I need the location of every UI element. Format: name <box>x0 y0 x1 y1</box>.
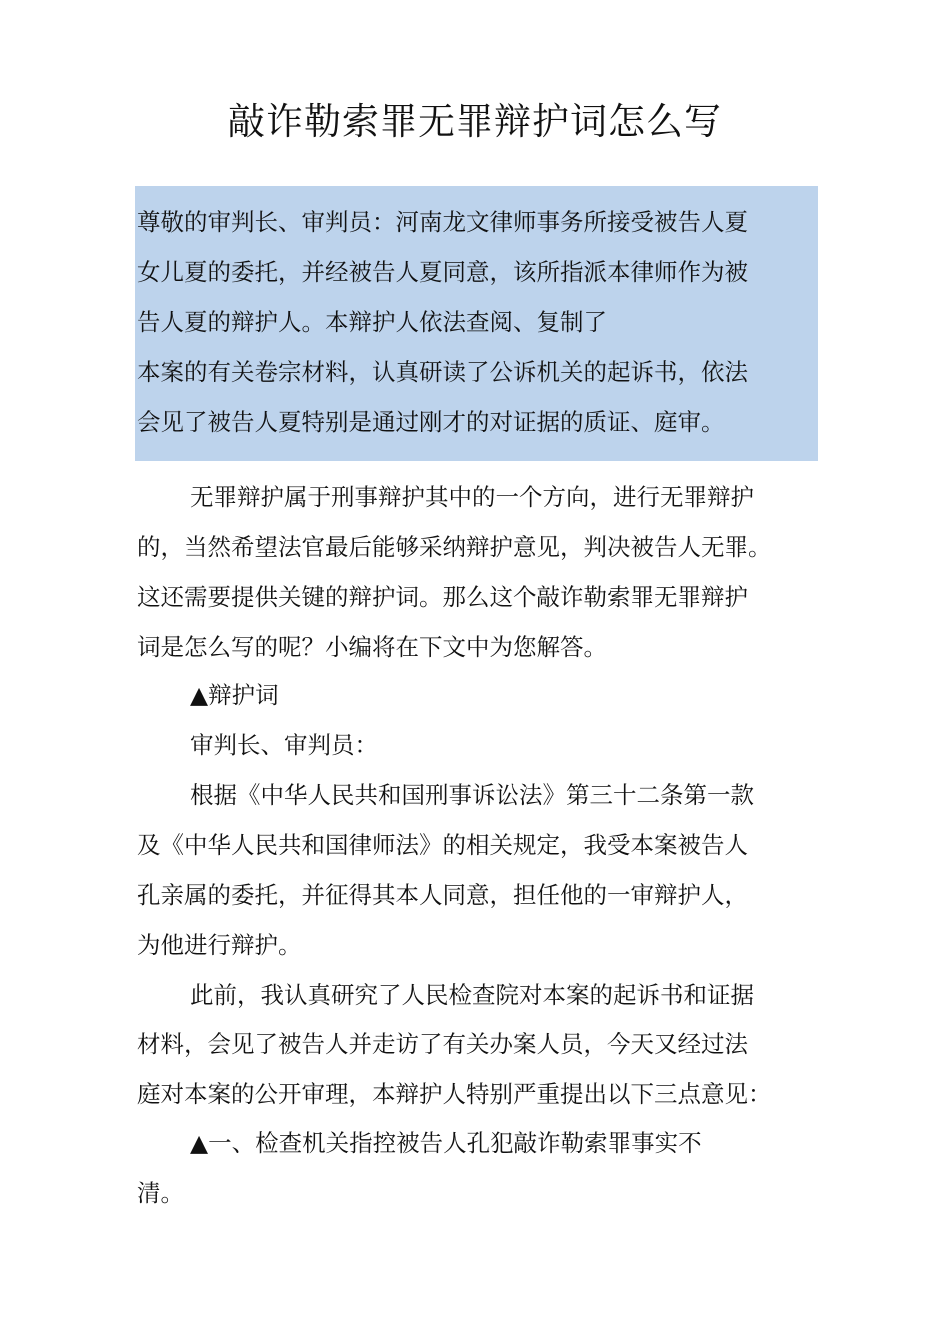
highlight-line: 告人夏的辩护人。本辩护人依法查阅、复制了 <box>137 308 607 336</box>
paragraph-line: 及《中华人民共和国律师法》的相关规定，我受本案被告人 <box>137 831 748 859</box>
highlight-line: 本案的有关卷宗材料，认真研读了公诉机关的起诉书，依法 <box>137 358 748 386</box>
paragraph-line: 词是怎么写的呢？小编将在下文中为您解答。 <box>137 633 607 661</box>
paragraph-line: 孔亲属的委托，并征得其本人同意，担任他的一审辩护人， <box>137 881 748 909</box>
highlight-line: 尊敬的审判长、审判员：河南龙文律师事务所接受被告人夏 <box>137 208 748 236</box>
section-heading: ▲一、检查机关指控被告人孔犯敲诈勒索罪事实不 <box>190 1129 702 1157</box>
section-heading: ▲辩护词 <box>190 681 279 709</box>
paragraph-line: 为他进行辩护。 <box>137 931 302 959</box>
highlighted-passage <box>135 186 818 461</box>
highlight-line: 会见了被告人夏特别是通过刚才的对证据的质证、庭审。 <box>137 408 725 436</box>
paragraph-line: 此前，我认真研究了人民检查院对本案的起诉书和证据 <box>190 981 754 1009</box>
paragraph-line: 这还需要提供关键的辩护词。那么这个敲诈勒索罪无罪辩护 <box>137 583 748 611</box>
paragraph-line: 庭对本案的公开审理，本辩护人特别严重提出以下三点意见： <box>137 1080 772 1108</box>
paragraph-line: 清。 <box>137 1179 184 1207</box>
paragraph-line: 的，当然希望法官最后能够采纳辩护意见，判决被告人无罪。 <box>137 533 772 561</box>
salutation: 审判长、审判员： <box>190 731 378 759</box>
highlight-line: 女儿夏的委托，并经被告人夏同意，该所指派本律师作为被 <box>137 258 748 286</box>
paragraph-line: 无罪辩护属于刑事辩护其中的一个方向，进行无罪辩护 <box>190 483 754 511</box>
page-title: 敲诈勒索罪无罪辩护词怎么写 <box>228 100 722 143</box>
paragraph-line: 材料，会见了被告人并走访了有关办案人员，今天又经过法 <box>137 1030 748 1058</box>
paragraph-line: 根据《中华人民共和国刑事诉讼法》第三十二条第一款 <box>190 781 754 809</box>
